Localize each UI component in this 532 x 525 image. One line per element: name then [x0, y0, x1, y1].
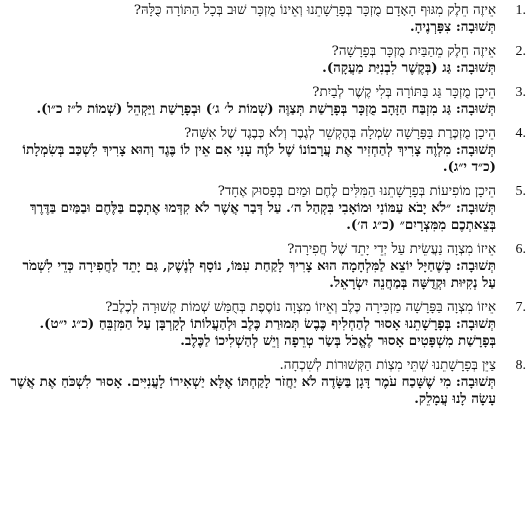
question-text: הֵיכָן מוֹפִיעוֹת בְּפָרָשָׁתֵנוּ הַמִּלִּים לֶחֶם וּמַיִם בְּפָסוּק אֶחָד?	[217, 184, 496, 199]
answer-line	[8, 258, 496, 292]
item-number: 1.	[515, 3, 526, 18]
qa-item-6	[8, 241, 526, 292]
answer-label: תְּשׁוּבָה:	[455, 258, 496, 274]
qa-item-7	[8, 299, 526, 350]
answer-label: תְּשׁוּבָה:	[455, 316, 496, 332]
answer-label: תְּשׁוּבָה:	[455, 101, 496, 117]
answer-line	[8, 101, 496, 118]
answer-label: תְּשׁוּבָה:	[455, 200, 496, 216]
qa-item-4	[8, 125, 526, 176]
answer-line	[8, 200, 496, 234]
answer-text: גַּג מִזְבַּח הַזָּהָב מֻזְכָּר בְּפָרָשַׁת תְּצַוֶּה (שְׁמוֹת ל׳ ג׳) וּבְפָרָשַׁת וַיַּקְהֵל (שְׁמוֹת ל״ז כ״ו).	[36, 101, 456, 117]
answer-label: תְּשׁוּבָה:	[455, 374, 496, 390]
answer-label: תְּשׁוּבָה:	[455, 60, 496, 76]
answer-text: מִלְוֶה צָרִיךְ לְהַחְזִיר אֶת עֲרָבוֹנוֹ שֶׁל לֹוֶה עָנִי אִם אֵין לוֹ בֶּגֶד וְהוּא צָרִיךְ לִשְׁכַּב בְּשִׂמְלָתוֹ (כ״ד י״ג).	[22, 142, 496, 175]
answer-line	[8, 19, 496, 36]
item-number: 4.	[515, 126, 526, 141]
answer-text: ״לֹא יָבֹא עַמּוֹנִי וּמוֹאָבִי בִּקְהַל ה׳. עַל דְּבַר אֲשֶׁר לֹא קִדְּמוּ אֶתְכֶם בַּלֶּחֶם וּבַמַּיִם בַּדֶּרֶךְ בְּצֵאתְכֶם מִמִּצְרָיִם״ (כ״ג ה׳).	[29, 200, 496, 233]
answer-line	[8, 142, 496, 176]
answer-label: תְּשׁוּבָה:	[455, 142, 496, 158]
question-text: הֵיכָן מֻזְכֶּרֶת בַּפָּרָשָׁה שִׂמְלָה בְּהֶקְשֵׁר לְגֶבֶר וְלֹא כְּבֶגֶד שֶׁל אִשָּׁה?	[184, 126, 496, 141]
answer-text: בְּפָרָשָׁתֵנוּ אָסוּר לְהַחְלִיף כֶּבֶשׂ תְּמוּרַת כֶּלֶב וּלְהַעֲלוֹתוֹ לְקָרְבָּן עַל הַמִּזְבֵּחַ (כ״ג י״ט). בְּפָרָשַׁת מִשְׁפָּטִים אָסוּר לֶאֱכֹל בְּשַׂר טְרֵפָה וְיֵשׁ לְהַשְׁלִיכוֹ לַכֶּלֶב.	[39, 316, 496, 349]
qa-item-5	[8, 183, 526, 234]
item-number: 6.	[515, 242, 526, 257]
question-text: אֵיזוֹ מִצְוָה נַעֲשֵׂית עַל יְדֵי יָתֵד שֶׁל חֲפִירָה?	[287, 242, 496, 257]
item-number: 3.	[515, 85, 526, 100]
answer-line	[8, 374, 496, 408]
answer-text: מִי שֶׁשָּׁכַח עֹמֶר דָּגָן בַּשָּׂדֶה לֹא יַחֲזֹר לָקַחְתּוֹ אֶלָּא יַשְׁאִירוֹ לָעֲנִיִּים. אָסוּר לִשְׁכֹּחַ אֶת אֲשֶׁר עָשָׂה לָנוּ עֲמָלֵק.	[10, 374, 496, 407]
answer-label: תְּשׁוּבָה:	[455, 19, 496, 35]
qa-item-1	[8, 2, 526, 36]
question-text: אֵיזֶה חֵלֶק מֵהַבַּיִת מֻזְכָּר בְּפָרָשָׁה?	[331, 44, 496, 59]
item-number: 5.	[515, 184, 526, 199]
answer-line	[8, 316, 496, 350]
question-text: צַיֵּן בְּפָרָשָׁתֵנוּ שְׁתֵּי מִצְוֹת הַקְּשׁוּרוֹת לְשִׁכְחָה.	[279, 358, 496, 373]
answer-text: צִפָּרְנֶיהָ.	[410, 19, 456, 35]
qa-item-8	[8, 357, 526, 408]
item-number: 8.	[515, 358, 526, 373]
answer-line	[8, 60, 496, 77]
answer-text: גַּג (בְּקֶשֶׁר לִבְנִיַּת מַעֲקָה).	[322, 60, 456, 76]
item-number: 2.	[515, 44, 526, 59]
item-number: 7.	[515, 300, 526, 315]
question-text: אֵיזוֹ מִצְוָה בַּפָּרָשָׁה מַזְכִּירָה כֶּלֶב וְאֵיזוֹ מִצְוָה נוֹסֶפֶת בְּחֻמַּשׁ שְׁמוֹת קְשׁוּרָה לְכֶלֶב?	[105, 300, 496, 315]
qa-item-2	[8, 43, 526, 77]
qa-item-3	[8, 84, 526, 118]
question-text: אֵיזֶה חֵלֶק מִגּוּף הָאָדָם מֻזְכָּר בְּפָרָשָׁתֵנוּ וְאֵינוֹ מֻזְכָּר שׁוּב בְּכָל הַתּוֹרָה כֻּלָּהּ?	[133, 3, 496, 18]
question-text: הֵיכָן מֻזְכָּר גַּג בַּתּוֹרָה בְּלִי קֶשֶׁר לְבַיִת?	[312, 85, 496, 100]
answer-text: כְּשֶׁחַיָּל יוֹצֵא לַמִּלְחָמָה הוּא צָרִיךְ לָקַחַת עִמּוֹ, נוֹסָף לְנֶשֶׁק, גַּם יָתֵד לַחֲפִירָה כְּדֵי לִשְׁמֹר עַל נְקִיּוּת וּקְדֻשָּׁה בְּמַחֲנֵה יִשְׂרָאֵל.	[22, 258, 496, 291]
